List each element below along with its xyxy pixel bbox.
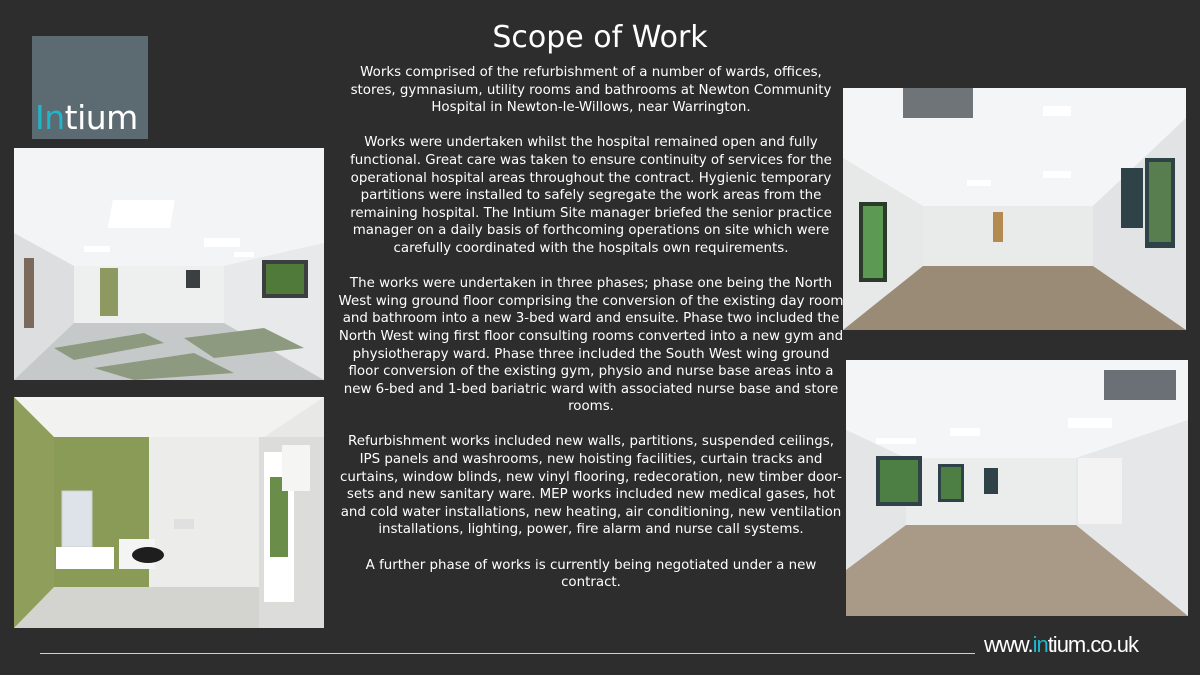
paragraph-further-phase: A further phase of works is currently being negotiated under a new contract. (365, 557, 817, 591)
photo-gym-physio-room (846, 360, 1188, 616)
paragraph-intro: Works comprised of the refurbishment of a number of wards, offices, stores, gymnasium, utility rooms and bathrooms at Newton Community Hospital in Newton-le-Willows, near Warrington. (350, 65, 832, 116)
footer-divider (40, 653, 975, 654)
photo-ensuite-bathroom (14, 397, 324, 628)
page-title: Scope of Work (492, 20, 708, 55)
logo-prefix: In (35, 98, 65, 137)
intium-logo (32, 36, 148, 139)
logo-wordmark (35, 98, 138, 137)
url-prefix: www. (984, 632, 1033, 657)
scope-description (338, 64, 844, 609)
paragraph-phases: The works were undertaken in three phases; phase one being the North West wing ground floor comprising the conversion of the existing day room and bathroom into a new 3-bed ward and ensuite. Phase two included the North West wing first floor consulting rooms converted into a new gym and physiotherapy ward. Phase three included the South West wing ground floor conversion of the existing gym, physio and nurse base areas into a new 6-bed and 1-bed bariatric ward with associated nurse base and store rooms. (338, 276, 844, 415)
paragraph-continuity: Works were undertaken whilst the hospital remained open and fully functional. Great care was taken to ensure continuity of services for the operational hospital areas throughout the contract. Hygienic temporary partitions were installed to safely segregate the work areas from the remaining hospital. The Intium Site manager briefed the senior practice manager on a daily basis of forthcoming operations on site which were carefully coordinated with the hospitals own requirements. (350, 135, 832, 256)
paragraph-refurbishment: Refurbishment works included new walls, partitions, suspended ceilings, IPS panels and washrooms, new hoisting facilities, curtain tracks and curtains, window blinds, new vinyl flooring, redecoration, new timber door-sets and new sanitary ware. MEP works included new medical gases, hot and cold water installations, new heating, air conditioning, new ventilation installations, lighting, power, fire alarm and nurse call systems. (340, 434, 842, 538)
url-suffix: tium.co.uk (1047, 632, 1138, 657)
photo-ward-interior (14, 148, 324, 380)
website-link[interactable] (984, 632, 1138, 658)
photo-open-ward-room (843, 88, 1186, 330)
url-accent: in (1032, 632, 1048, 657)
logo-suffix: tium (64, 98, 138, 137)
